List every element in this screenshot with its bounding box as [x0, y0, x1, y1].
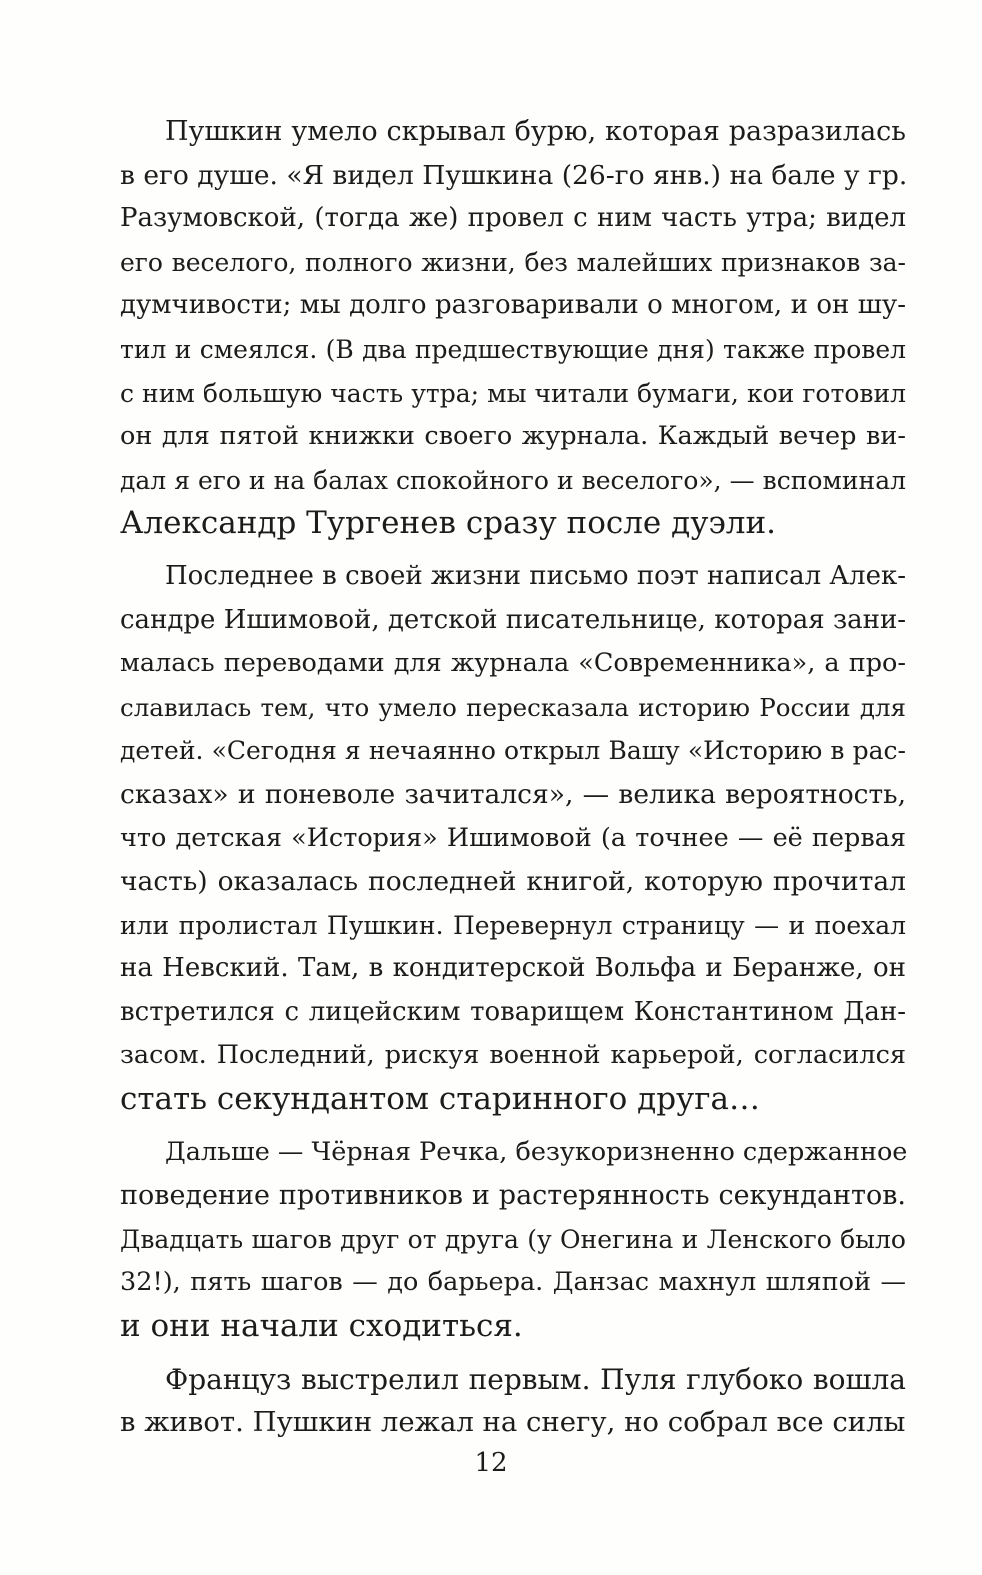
text-line: дал я его и на балах спокойного и веселого», — вспоминал [120, 465, 906, 495]
paragraph [120, 1131, 906, 1349]
text-line: засом. Последний, рискуя военной карьерой, согласился [120, 1040, 906, 1071]
text-line: с ним большую часть утра; мы читали бумаги, кои готовил [120, 378, 906, 408]
text-line: на Невский. Там, в кондитерской Вольфа и Беранже, он [120, 953, 906, 984]
text-line: поведение противников и растерянность секундантов. [120, 1180, 906, 1212]
text-line: Француз выстрелил первым. Пуля глубоко вошла [165, 1362, 906, 1396]
text-line: славилась тем, что умело пересказала историю России для [120, 692, 906, 722]
text-line: стать секундантом старинного друга… [120, 1081, 761, 1118]
text-line: его веселого, полного жизни, без малейших признаков за- [120, 247, 906, 277]
text-line: или пролистал Пушкин. Перевернул страницу — и поехал [120, 910, 906, 940]
text-line: Дальше — Чёрная Речка, безукоризненно сдержанное [165, 1136, 908, 1167]
text-line: Разумовской, (тогда же) провел с ним часть утра; видел [120, 203, 906, 234]
text-line: и они начали сходиться. [120, 1308, 523, 1345]
text-line: встретился с лицейским товарищем Константином Дан- [120, 996, 906, 1027]
text-line: в его душе. «Я видел Пушкина (26-го янв.) на бале у гр. [120, 159, 908, 191]
text-line: что детская «История» Ишимовой (а точнее — её первая [120, 822, 906, 853]
text-line: Двадцать шагов друг от друга (у Онегина и Ленского было [120, 1224, 906, 1254]
text-line: часть) оказалась последней книгой, которую прочитал [120, 866, 906, 898]
text-line: тил и смеялся. (В два предшествующие дня) также провел [120, 334, 906, 364]
text-line: думчивости; мы долго разговаривали о многом, и он шу- [120, 290, 906, 321]
text-line: сказах» и поневоле зачитался», — велика вероятность, [120, 778, 906, 810]
text-line: в живот. Пушкин лежал на снегу, но собрал все силы [120, 1406, 906, 1439]
text-line: малась переводами для журнала «Современника», а про- [120, 648, 906, 679]
text-line: Александр Тургенев сразу после дуэли. [120, 505, 777, 542]
body-text [120, 110, 906, 1454]
text-line: сандре Ишимовой, детской писательнице, которая зани- [120, 604, 907, 635]
text-line: он для пятой книжки своего журнала. Каждый вечер ви- [120, 421, 906, 452]
paragraph [120, 1358, 906, 1445]
paragraph [120, 110, 906, 546]
text-line: Последнее в своей жизни письмо поэт написал Алек- [165, 560, 906, 591]
page-number: 12 [474, 1448, 508, 1478]
text-line: детей. «Сегодня я нечаянно открыл Вашу «Историю в рас- [120, 736, 906, 766]
text-line: 32!), пять шагов — до барьера. Данзас махнул шляпой — [120, 1267, 906, 1298]
text-line: Пушкин умело скрывал бурю, которая разразилась [165, 116, 906, 147]
paragraph [120, 555, 906, 1122]
